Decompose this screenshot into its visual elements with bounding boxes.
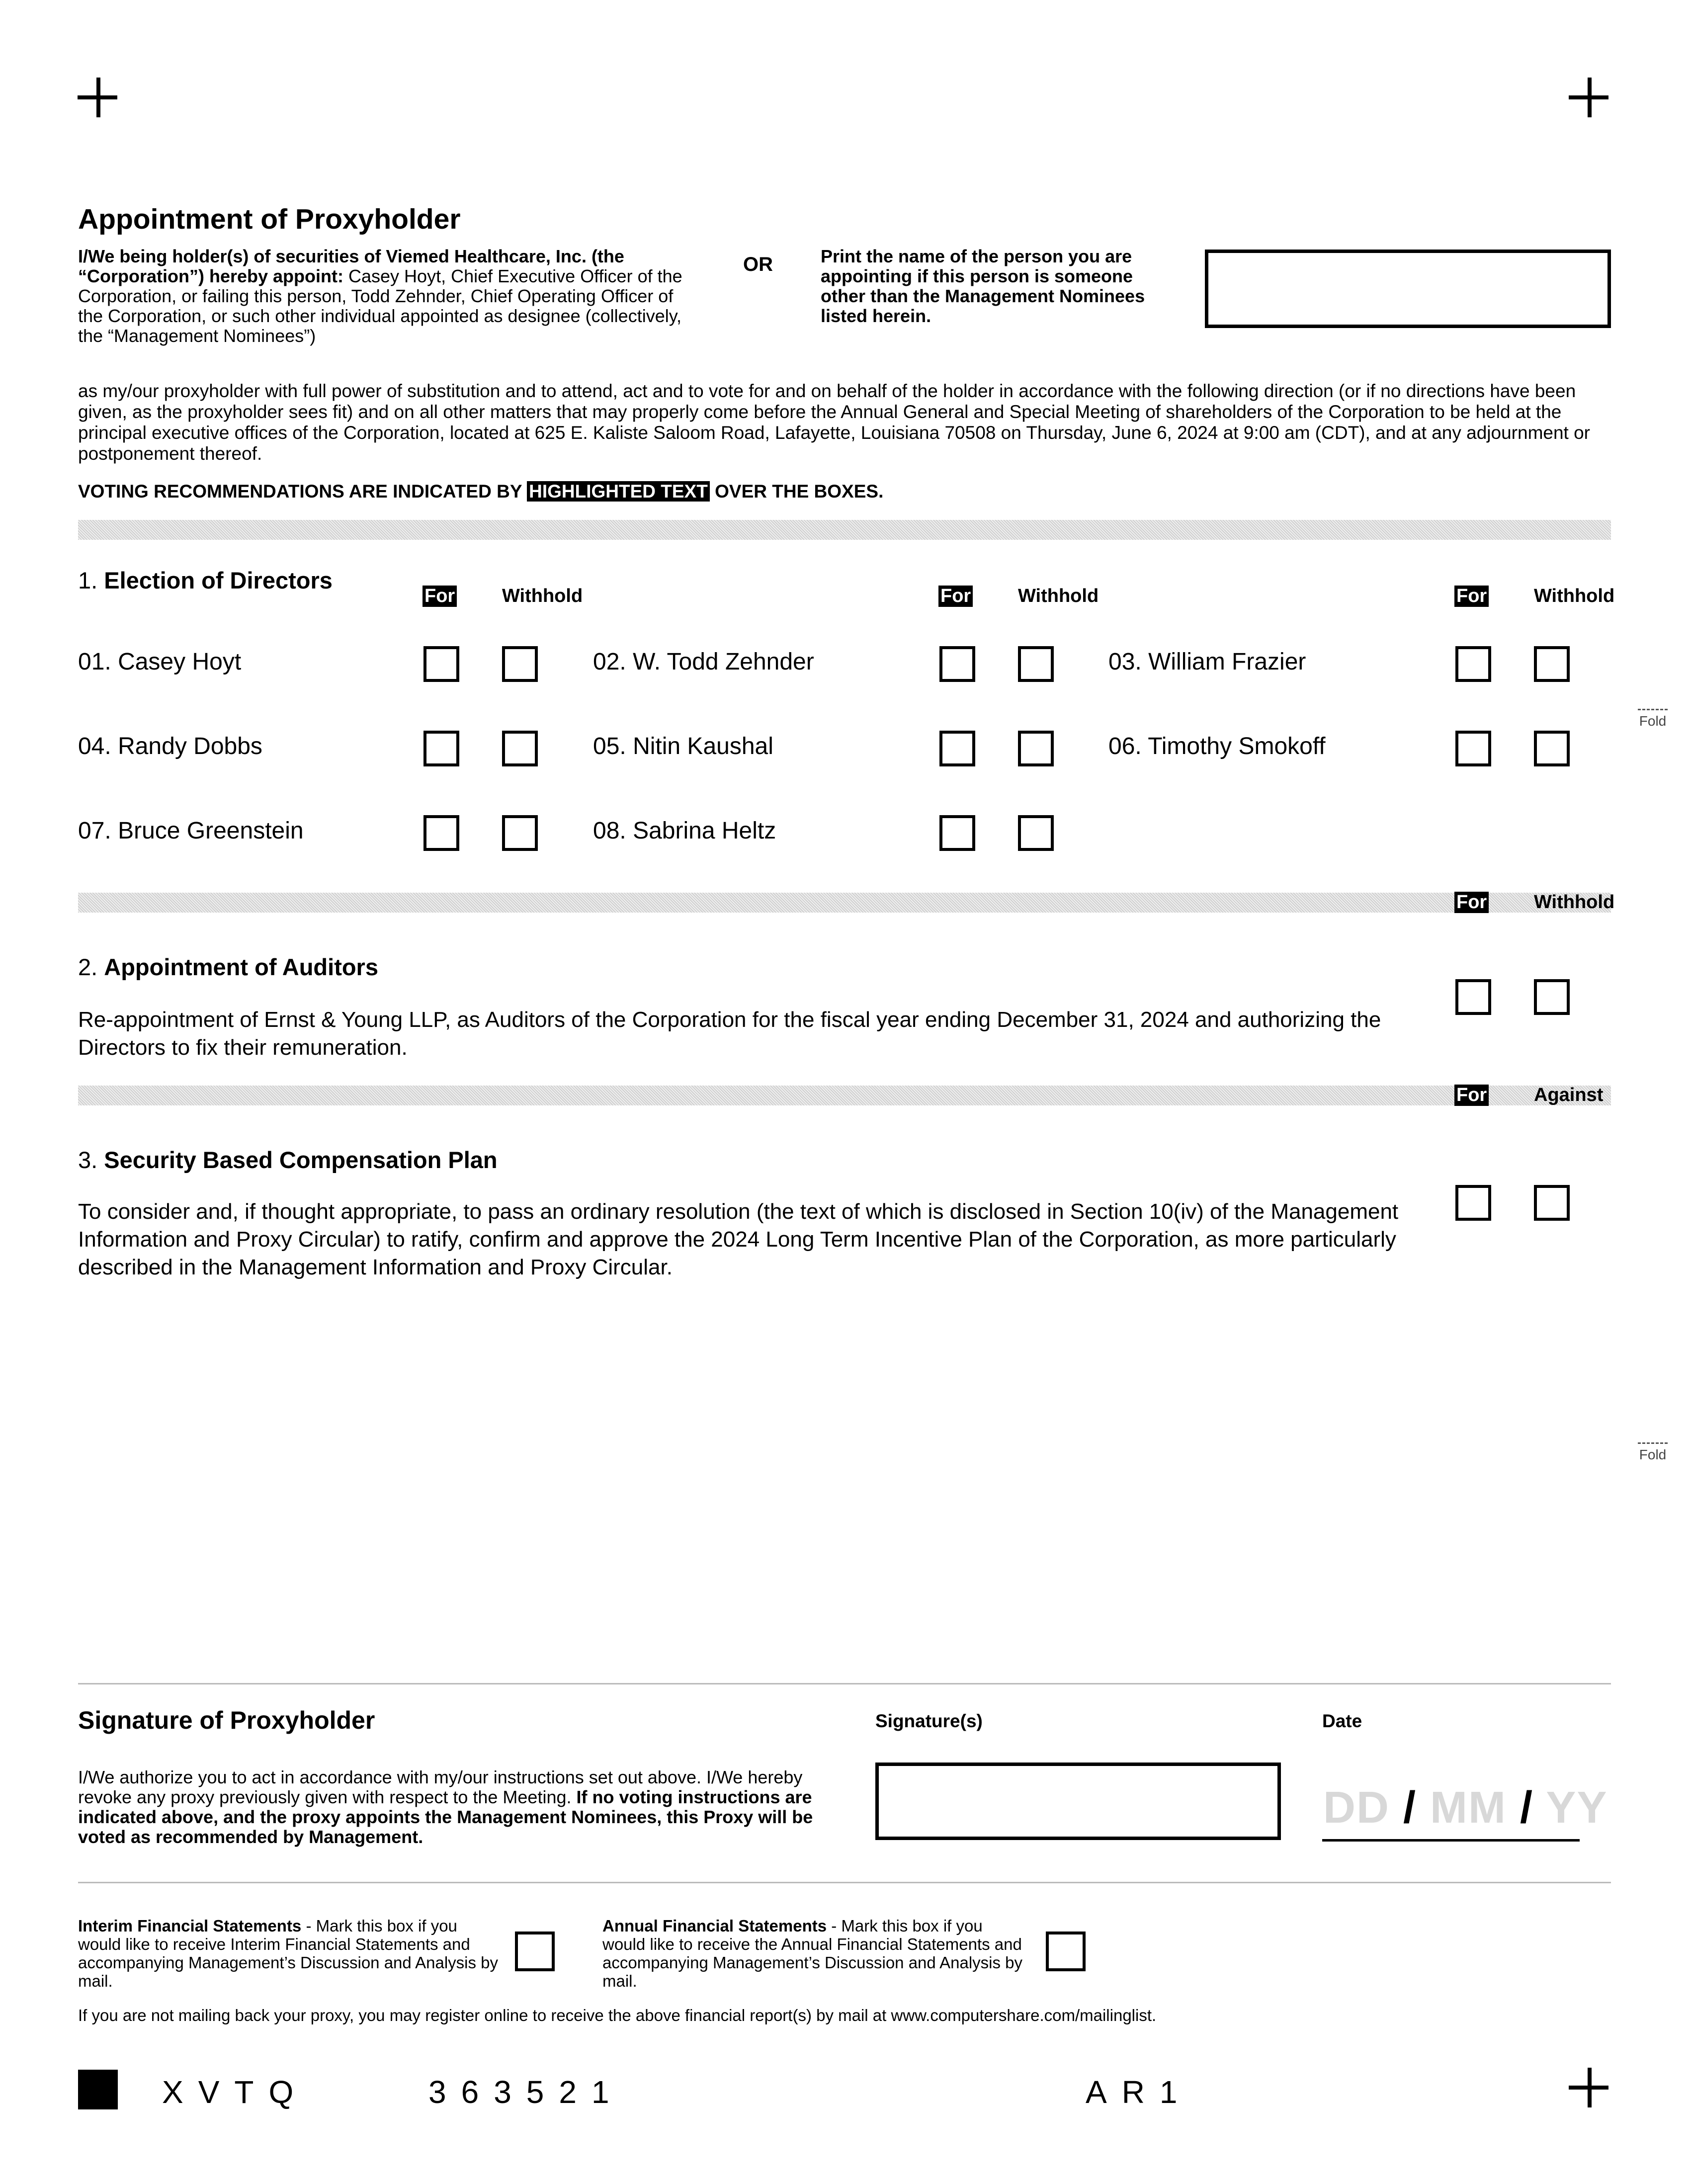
signature-text-regular: I/We authorize you to act in accordance with my/our instructions set out above. I/We hereby revoke any proxy previously given with respect to the Meeting. [78, 1767, 803, 1807]
interim-financials-text [78, 1917, 501, 1990]
nominee-6-withhold-checkbox[interactable] [1534, 731, 1570, 766]
compensation-title-text: Security Based Compensation Plan [104, 1147, 498, 1173]
nominee-todd-zehnder: 02. W. Todd Zehnder [593, 649, 814, 675]
signature-text-bold: If no voting instructions are indicated above, and the proxy appoints the Management Nominees, this Proxy will be voted as recommended by Management. [78, 1787, 813, 1847]
signature-top-rule [78, 1683, 1611, 1684]
compensation-number: 3. [78, 1147, 98, 1173]
voting-rec-before: VOTING RECOMMENDATIONS ARE INDICATED BY [78, 481, 522, 502]
date-underline [1322, 1839, 1580, 1842]
compensation-text: To consider and, if thought appropriate, to pass an ordinary resolution (the text of which is disclosed in Section 10(iv) of the Management Information and Proxy Circular) to ratify, confirm and approve the 2024 Long Term Incentive Plan of the Corporation, as more particularly described in the Management Information and Proxy Circular. [78, 1199, 1399, 1279]
date-sep-2: / [1520, 1783, 1534, 1833]
fold-mark-2 [1635, 1442, 1670, 1463]
auditors-number: 2. [78, 954, 98, 980]
compensation-for-checkbox[interactable] [1455, 1185, 1491, 1221]
fold-label-2: Fold [1639, 1447, 1667, 1462]
auditors-title-text: Appointment of Auditors [104, 954, 378, 980]
election-col1-withhold-header: Withhold [502, 586, 583, 606]
auditors-for-checkbox[interactable] [1455, 979, 1491, 1015]
nominee-5-withhold-checkbox[interactable] [1018, 731, 1054, 766]
signature-title: Signature of Proxyholder [78, 1706, 375, 1734]
nominee-8-withhold-checkbox[interactable] [1018, 815, 1054, 851]
nominee-7-for-checkbox[interactable] [423, 815, 459, 851]
nominee-timothy-smokoff: 06. Timothy Smokoff [1108, 733, 1326, 759]
footer-code-363521: 363521 [428, 2074, 624, 2110]
footer-marker-square [78, 2070, 118, 2109]
nominee-1-withhold-checkbox[interactable] [502, 646, 538, 682]
annual-financials-bold: Annual Financial Statements [602, 1917, 827, 1935]
date-sep-1: / [1403, 1783, 1417, 1833]
nominee-casey-hoyt: 01. Casey Hoyt [78, 649, 242, 675]
separator-bar-1 [78, 520, 1611, 540]
separator-bar-2 [78, 893, 1611, 913]
election-col1-for-header: For [423, 586, 457, 607]
auditors-for-header: For [1454, 892, 1489, 913]
signatures-label: Signature(s) [875, 1711, 983, 1731]
auditors-withhold-header: Withhold [1534, 892, 1615, 913]
nominee-randy-dobbs: 04. Randy Dobbs [78, 733, 262, 759]
interim-financials-checkbox[interactable] [515, 1932, 555, 1971]
voting-recommendation-note [78, 481, 883, 502]
footer-code-xvtq: XVTQ [162, 2074, 309, 2110]
interim-financials-desc: - Mark this box if you would like to receive Interim Financial Statements and accompanying Management’s Discussion and Analysis by mail. [78, 1917, 499, 1990]
nominee-sabrina-heltz: 08. Sabrina Heltz [593, 818, 776, 844]
interim-financials-bold: Interim Financial Statements [78, 1917, 302, 1935]
annual-financials-checkbox[interactable] [1046, 1932, 1086, 1971]
date-yy-placeholder: YY [1546, 1783, 1608, 1833]
proxyholder-name-field[interactable] [1205, 250, 1611, 328]
nominee-2-for-checkbox[interactable] [939, 646, 975, 682]
compensation-against-header: Against [1534, 1085, 1604, 1105]
compensation-title [78, 1146, 498, 1174]
date-field[interactable] [1323, 1782, 1607, 1834]
fold-mark-1 [1635, 709, 1670, 729]
nominee-5-for-checkbox[interactable] [939, 731, 975, 766]
annual-financials-text [602, 1917, 1025, 1990]
nominee-8-for-checkbox[interactable] [939, 815, 975, 851]
separator-bar-3 [78, 1086, 1611, 1105]
fold-label-1: Fold [1639, 713, 1667, 729]
election-col2-for-header: For [938, 586, 973, 607]
appointment-title: Appointment of Proxyholder [78, 203, 461, 235]
crop-mark-top-right [1569, 78, 1608, 117]
auditors-withhold-checkbox[interactable] [1534, 979, 1570, 1015]
nominee-3-for-checkbox[interactable] [1455, 646, 1491, 682]
appointment-intro-bold: I/We being holder(s) of securities of Viemed Healthcare, Inc. (the “Corporation”) hereby appoint: [78, 246, 624, 286]
voting-rec-after: OVER THE BOXES. [715, 481, 884, 502]
crop-mark-top-left [78, 78, 117, 117]
nominee-william-frazier: 03. William Frazier [1108, 649, 1306, 675]
nominee-2-withhold-checkbox[interactable] [1018, 646, 1054, 682]
compensation-for-header: For [1454, 1085, 1489, 1106]
nominee-nitin-kaushal: 05. Nitin Kaushal [593, 733, 773, 759]
financials-top-rule [78, 1882, 1611, 1883]
voting-rec-highlight: HIGHLIGHTED TEXT [527, 481, 710, 502]
online-note: If you are not mailing back your proxy, you may register online to receive the above financial report(s) by mail at www.computershare.com/mailinglist. [78, 2006, 1157, 2024]
signature-text [78, 1767, 834, 1847]
nominee-6-for-checkbox[interactable] [1455, 731, 1491, 766]
nominee-1-for-checkbox[interactable] [423, 646, 459, 682]
date-label: Date [1322, 1711, 1362, 1731]
nominee-4-for-checkbox[interactable] [423, 731, 459, 766]
nominee-7-withhold-checkbox[interactable] [502, 815, 538, 851]
election-col2-withhold-header: Withhold [1018, 586, 1099, 606]
nominee-3-withhold-checkbox[interactable] [1534, 646, 1570, 682]
footer-code-ar1: AR1 [1086, 2074, 1192, 2110]
election-number: 1. [78, 567, 98, 593]
election-col3-for-header: For [1454, 586, 1489, 607]
date-mm-placeholder: MM [1430, 1783, 1507, 1833]
appointment-intro [78, 247, 694, 346]
auditors-title [78, 953, 378, 981]
proxy-text: as my/our proxyholder with full power of substitution and to attend, act and to vote for and on behalf of the holder in accordance with the following direction (or if no directions have been given, as the proxyholder sees fit) and on all other matters that may properly come before the Annual General and Special Meeting of shareholders of the Corporation to be held at the principal executive offices of the Corporation, located at 625 E. Kaliste Saloom Road, Lafayette, Louisiana 70508 on Thursday, June 6, 2024 at 9:00 am (CDT), and at any adjournment or postponement thereof. [78, 381, 1591, 464]
election-title-text: Election of Directors [104, 567, 333, 593]
nominee-bruce-greenstein: 07. Bruce Greenstein [78, 818, 304, 844]
election-title [78, 567, 333, 594]
annual-financials-desc: - Mark this box if you would like to receive the Annual Financial Statements and accompanying Management’s Discussion and Analysis by mail. [602, 1917, 1023, 1990]
or-label: OR [743, 253, 773, 275]
election-col3-withhold-header: Withhold [1534, 586, 1615, 606]
signature-field[interactable] [875, 1763, 1281, 1840]
appointment-intro-regular: Casey Hoyt, Chief Executive Officer of the Corporation, or failing this person, Todd Zehnder, Chief Operating Officer of the Corporation, or such other individual appointed as designee (collectively, the “Management Nominees”) [78, 266, 682, 346]
date-dd-placeholder: DD [1323, 1783, 1390, 1833]
auditors-text: Re-appointment of Ernst & Young LLP, as Auditors of the Corporation for the fiscal year ending December 31, 2024 and authorizing the Directors to fix their remuneration. [78, 1008, 1381, 1060]
crop-mark-bottom-right [1569, 2068, 1608, 2107]
print-name-instruction: Print the name of the person you are appointing if this person is someone other than the Management Nominees listed herein. [821, 246, 1145, 326]
compensation-against-checkbox[interactable] [1534, 1185, 1570, 1221]
nominee-4-withhold-checkbox[interactable] [502, 731, 538, 766]
